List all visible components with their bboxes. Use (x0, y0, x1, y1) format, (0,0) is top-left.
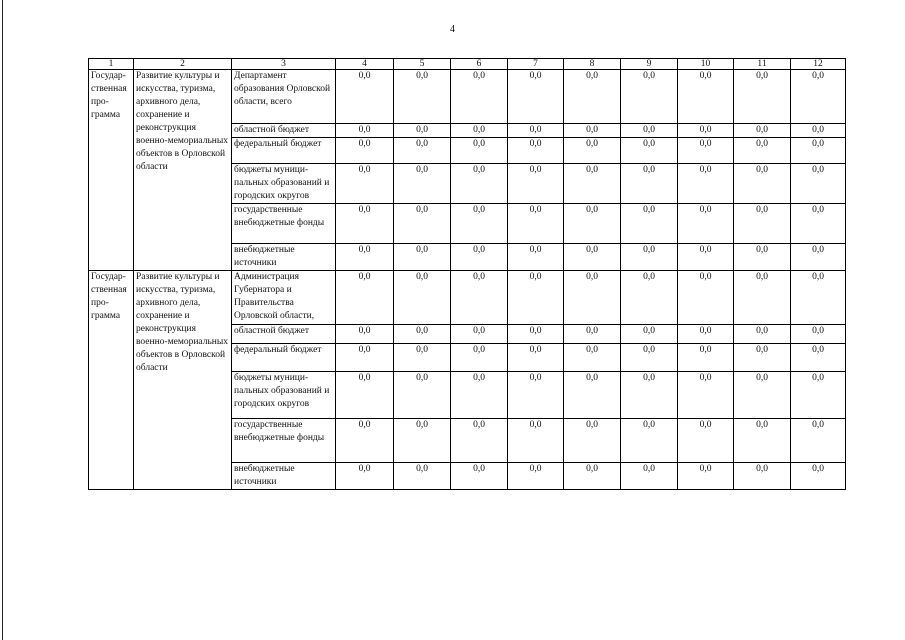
value-cell: 0,0 (564, 204, 621, 244)
header-cell: 7 (508, 59, 564, 70)
funding-source-cell: Администрация Губернатора и Правительства Орловской области, (232, 271, 336, 325)
value-cell: 0,0 (451, 372, 508, 419)
value-cell: 0,0 (734, 325, 791, 344)
value-cell: 0,0 (791, 419, 846, 463)
value-cell: 0,0 (734, 164, 791, 204)
value-cell: 0,0 (394, 419, 451, 463)
value-cell: 0,0 (621, 244, 678, 271)
program-status-cell: Государ-ственная про-грамма (89, 70, 134, 271)
value-cell: 0,0 (678, 271, 734, 325)
value-cell: 0,0 (394, 463, 451, 490)
value-cell: 0,0 (451, 70, 508, 124)
value-cell: 0,0 (508, 344, 564, 372)
table-row (89, 70, 846, 124)
value-cell: 0,0 (508, 124, 564, 138)
value-cell: 0,0 (394, 372, 451, 419)
funding-source-cell: государственные внебюджетные фонды (232, 419, 336, 463)
value-cell: 0,0 (564, 244, 621, 271)
value-cell: 0,0 (564, 164, 621, 204)
value-cell: 0,0 (791, 372, 846, 419)
value-cell: 0,0 (678, 164, 734, 204)
funding-source-cell: федеральный бюджет (232, 344, 336, 372)
value-cell: 0,0 (678, 372, 734, 419)
value-cell: 0,0 (336, 70, 394, 124)
value-cell: 0,0 (508, 372, 564, 419)
value-cell: 0,0 (678, 244, 734, 271)
value-cell: 0,0 (564, 344, 621, 372)
value-cell: 0,0 (564, 372, 621, 419)
value-cell: 0,0 (394, 70, 451, 124)
value-cell: 0,0 (734, 271, 791, 325)
value-cell: 0,0 (394, 138, 451, 164)
value-cell: 0,0 (508, 244, 564, 271)
value-cell: 0,0 (734, 124, 791, 138)
header-cell: 2 (134, 59, 232, 70)
funding-source-cell: государственные внебюджетные фонды (232, 204, 336, 244)
value-cell: 0,0 (734, 419, 791, 463)
value-cell: 0,0 (336, 463, 394, 490)
value-cell: 0,0 (451, 325, 508, 344)
value-cell: 0,0 (451, 271, 508, 325)
value-cell: 0,0 (451, 124, 508, 138)
value-cell: 0,0 (734, 138, 791, 164)
value-cell: 0,0 (508, 419, 564, 463)
value-cell: 0,0 (564, 138, 621, 164)
header-cell: 11 (734, 59, 791, 70)
header-cell: 9 (621, 59, 678, 70)
header-cell: 5 (394, 59, 451, 70)
value-cell: 0,0 (451, 344, 508, 372)
value-cell: 0,0 (451, 138, 508, 164)
value-cell: 0,0 (678, 344, 734, 372)
value-cell: 0,0 (336, 164, 394, 204)
value-cell: 0,0 (734, 372, 791, 419)
value-cell: 0,0 (621, 419, 678, 463)
budget-table (88, 58, 846, 490)
value-cell: 0,0 (791, 271, 846, 325)
value-cell: 0,0 (451, 204, 508, 244)
header-cell: 1 (89, 59, 134, 70)
header-cell: 3 (232, 59, 336, 70)
value-cell: 0,0 (678, 124, 734, 138)
header-cell: 4 (336, 59, 394, 70)
value-cell: 0,0 (336, 204, 394, 244)
value-cell: 0,0 (508, 70, 564, 124)
value-cell: 0,0 (508, 164, 564, 204)
value-cell: 0,0 (791, 124, 846, 138)
header-cell: 10 (678, 59, 734, 70)
table-body (89, 70, 846, 490)
value-cell: 0,0 (394, 124, 451, 138)
value-cell: 0,0 (394, 271, 451, 325)
value-cell: 0,0 (621, 204, 678, 244)
table-row (89, 271, 846, 325)
value-cell: 0,0 (734, 244, 791, 271)
value-cell: 0,0 (621, 344, 678, 372)
program-name-cell: Развитие культуры и искусства, туризма, архивного дела, сохранение и реконструкция военно-мемориальных объектов в Орловской области (134, 70, 232, 271)
value-cell: 0,0 (791, 244, 846, 271)
value-cell: 0,0 (621, 372, 678, 419)
value-cell: 0,0 (451, 419, 508, 463)
value-cell: 0,0 (621, 138, 678, 164)
value-cell: 0,0 (791, 204, 846, 244)
value-cell: 0,0 (564, 271, 621, 325)
program-status-cell: Государ-ственная про-грамма (89, 271, 134, 490)
value-cell: 0,0 (451, 244, 508, 271)
value-cell: 0,0 (791, 463, 846, 490)
value-cell: 0,0 (678, 138, 734, 164)
value-cell: 0,0 (336, 271, 394, 325)
value-cell: 0,0 (678, 204, 734, 244)
value-cell: 0,0 (564, 419, 621, 463)
value-cell: 0,0 (621, 271, 678, 325)
value-cell: 0,0 (678, 419, 734, 463)
value-cell: 0,0 (394, 325, 451, 344)
value-cell: 0,0 (564, 463, 621, 490)
header-cell: 12 (791, 59, 846, 70)
value-cell: 0,0 (394, 244, 451, 271)
value-cell: 0,0 (508, 325, 564, 344)
value-cell: 0,0 (621, 325, 678, 344)
header-cell: 8 (564, 59, 621, 70)
value-cell: 0,0 (678, 325, 734, 344)
value-cell: 0,0 (734, 204, 791, 244)
value-cell: 0,0 (508, 271, 564, 325)
value-cell: 0,0 (621, 463, 678, 490)
value-cell: 0,0 (394, 344, 451, 372)
page-edge-line (2, 0, 3, 640)
value-cell: 0,0 (678, 463, 734, 490)
value-cell: 0,0 (336, 419, 394, 463)
header-cell: 6 (451, 59, 508, 70)
value-cell: 0,0 (678, 70, 734, 124)
value-cell: 0,0 (621, 164, 678, 204)
value-cell: 0,0 (791, 70, 846, 124)
value-cell: 0,0 (451, 164, 508, 204)
header-row (89, 59, 846, 70)
funding-source-cell: областной бюджет (232, 124, 336, 138)
value-cell: 0,0 (791, 138, 846, 164)
value-cell: 0,0 (621, 124, 678, 138)
funding-source-cell: бюджеты муници-пальных образований и городских округов (232, 372, 336, 419)
value-cell: 0,0 (734, 344, 791, 372)
value-cell: 0,0 (508, 204, 564, 244)
value-cell: 0,0 (564, 325, 621, 344)
funding-source-cell: федеральный бюджет (232, 138, 336, 164)
value-cell: 0,0 (791, 164, 846, 204)
program-name-cell: Развитие культуры и искусства, туризма, архивного дела, сохранение и реконструкция военно-мемориальных объектов в Орловской области (134, 271, 232, 490)
value-cell: 0,0 (734, 463, 791, 490)
value-cell: 0,0 (791, 325, 846, 344)
value-cell: 0,0 (508, 138, 564, 164)
funding-source-cell: Департамент образования Орловской области, всего (232, 70, 336, 124)
value-cell: 0,0 (336, 325, 394, 344)
value-cell: 0,0 (394, 204, 451, 244)
value-cell: 0,0 (336, 372, 394, 419)
value-cell: 0,0 (508, 463, 564, 490)
value-cell: 0,0 (451, 463, 508, 490)
funding-source-cell: внебюджетные источники (232, 463, 336, 490)
value-cell: 0,0 (621, 70, 678, 124)
funding-source-cell: бюджеты муници-пальных образований и городских округов (232, 164, 336, 204)
value-cell: 0,0 (734, 70, 791, 124)
page-number: 4 (450, 24, 455, 35)
value-cell: 0,0 (394, 164, 451, 204)
value-cell: 0,0 (564, 124, 621, 138)
value-cell: 0,0 (791, 344, 846, 372)
value-cell: 0,0 (564, 70, 621, 124)
value-cell: 0,0 (336, 138, 394, 164)
value-cell: 0,0 (336, 344, 394, 372)
funding-source-cell: областной бюджет (232, 325, 336, 344)
funding-source-cell: внебюджетные источники (232, 244, 336, 271)
value-cell: 0,0 (336, 244, 394, 271)
value-cell: 0,0 (336, 124, 394, 138)
